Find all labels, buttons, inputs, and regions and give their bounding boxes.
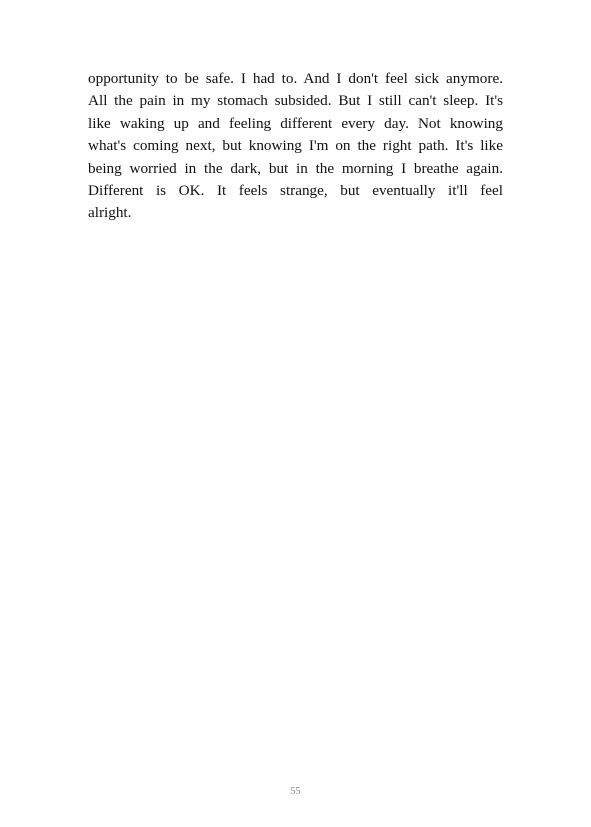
paragraph-line: alright.	[88, 204, 132, 222]
body-paragraph	[88, 68, 503, 225]
paragraph-line: what's coming next, but knowing I'm on the right path. It's like	[88, 137, 503, 155]
paragraph-line: opportunity to be safe. I had to. And I don't feel sick anymore.	[88, 70, 503, 87]
paragraph-line: like waking up and feeling different every day. Not knowing	[88, 114, 503, 132]
paragraph-line: being worried in the dark, but in the morning I breathe again.	[88, 159, 503, 177]
paragraph-line: All the pain in my stomach subsided. But I still can't sleep. It's	[88, 92, 503, 110]
paragraph-line: Different is OK. It feels strange, but eventually it'll feel	[88, 181, 503, 199]
page-number: 55	[290, 786, 301, 797]
